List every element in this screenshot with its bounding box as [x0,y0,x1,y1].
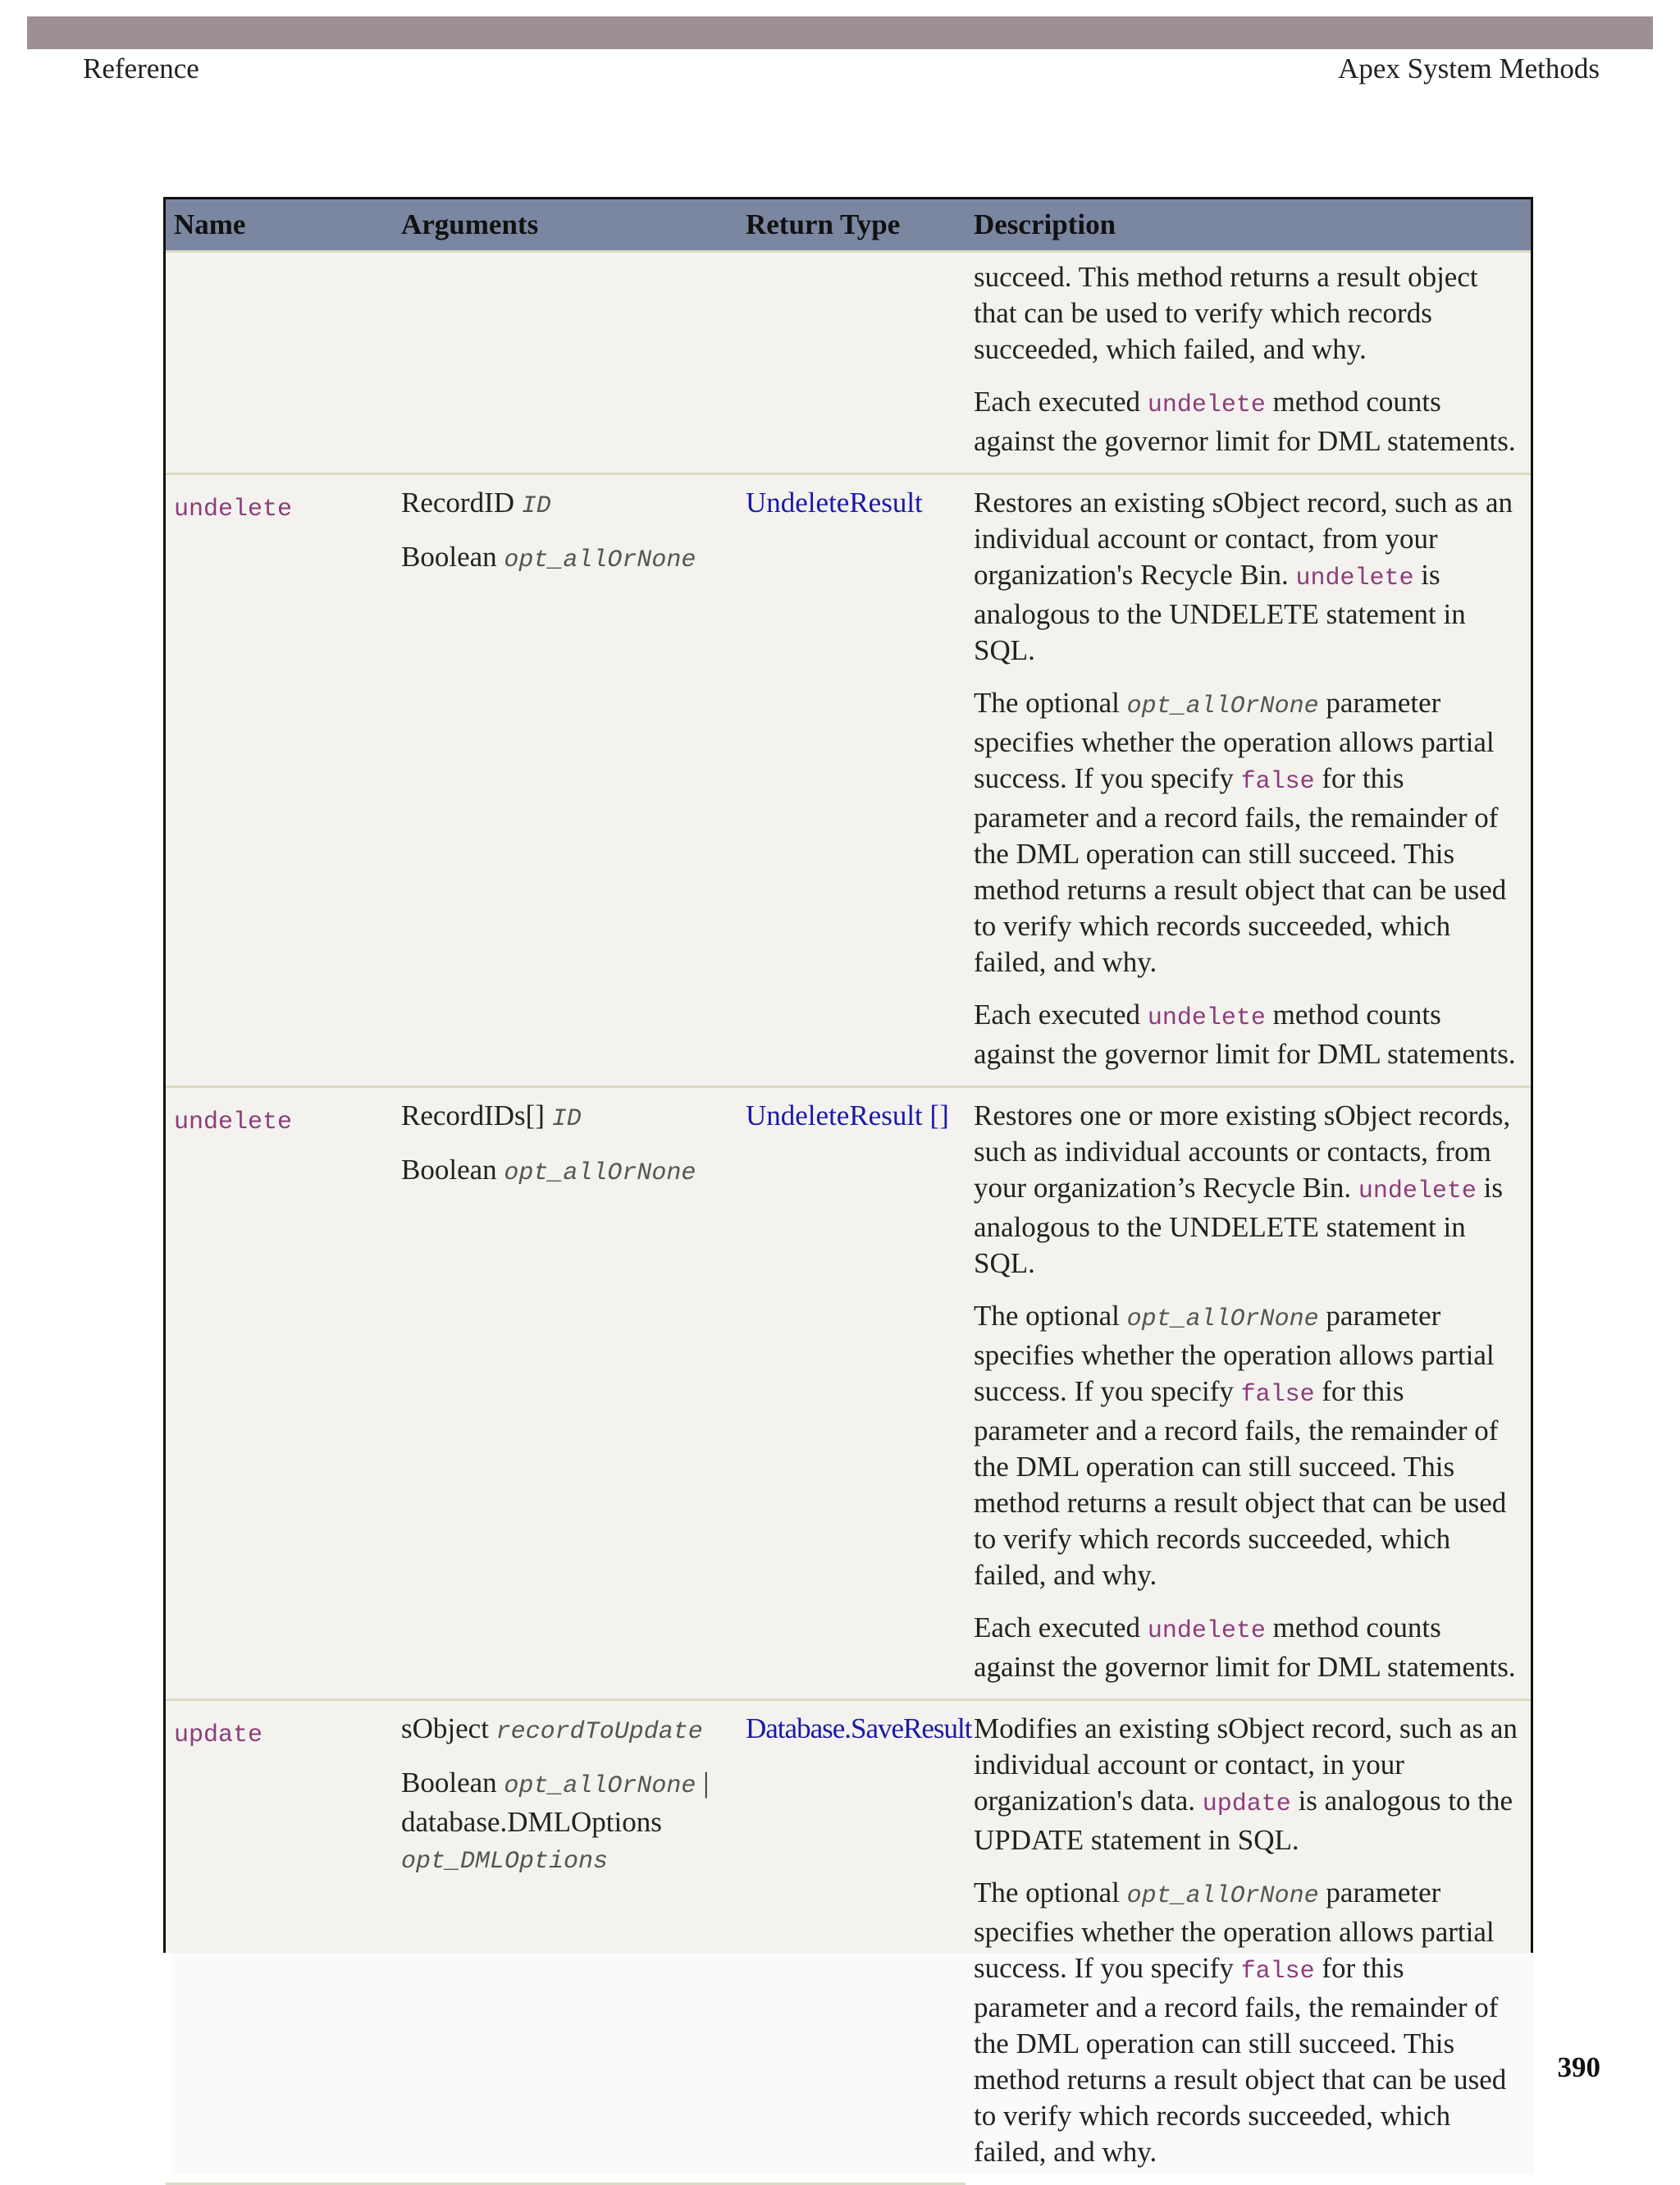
argument-param: opt_allOrNone [504,1159,696,1187]
inline-code: opt_allOrNone [1126,1305,1319,1333]
cell-description [966,474,1531,1087]
column-header-name: Name [166,199,393,252]
description-paragraph: The optional opt_allOrNone parameter specifies whether the operation allows partial success. If you specify false for this parameter and a record fails, the remainder of the DML operation can still succeed. This method returns a result object that can be used to verify which records succeeded, which failed, and why. [974,1300,1507,1591]
column-header-return-type: Return Type [737,199,966,252]
return-type-link[interactable]: UndeleteResult [746,487,923,519]
cell-args [393,474,737,1087]
inline-code: undelete [1147,391,1266,419]
cell-return [737,1087,966,1700]
argument-param: recordToUpdate [495,1718,703,1746]
inline-code: opt_allOrNone [1126,693,1319,720]
description-paragraph: Restores an existing sObject record, such as an individual account or contact, from your organization's Recycle Bin. undelete is analogous to the UNDELETE statement in SQL. [974,487,1513,666]
argument: Boolean opt_allOrNone | database.DMLOptions opt_DMLOptions [401,1767,710,1876]
cell-description [966,1700,1531,2184]
column-header-arguments: Arguments [393,199,737,252]
cell-name [166,1087,393,1700]
methods-table [166,199,1531,2185]
cell-name [166,474,393,1087]
inline-code: opt_allOrNone [1126,1882,1319,1910]
table-header-row [166,199,1531,252]
page-number: 390 [1557,2051,1600,2083]
method-name: update [174,1721,263,1749]
argument-param: ID [551,1105,582,1133]
description-paragraph: Each executed undelete method counts against the governor limit for DML statements. [974,999,1516,1070]
cell-name [166,1700,393,2184]
inline-code: update [1202,1790,1291,1818]
method-name: undelete [174,496,293,523]
cell-args [393,1087,737,1700]
table-row [166,1087,1531,1700]
argument-param: opt_DMLOptions [401,1848,609,1876]
description-paragraph: succeed. This method returns a result object that can be used to verify which records succeeded, which failed, and why. [974,261,1478,365]
cell-args [393,252,737,474]
methods-table-container [163,197,1533,2168]
argument: sObject recordToUpdate [401,1712,703,1746]
cell-return [737,1700,972,2184]
cell-description [966,1087,1531,1700]
cell-return [737,474,966,1087]
description-paragraph: Modifies an existing sObject record, such as an individual account or contact, in your organization's data. update is analogous to the UPDATE statement in SQL. [974,1712,1518,1856]
running-head-right: Apex System Methods [1338,53,1600,85]
description-paragraph: The optional opt_allOrNone parameter specifies whether the operation allows partial success. If you specify false for this parameter and a record fails, the remainder of the DML operation can still succeed. This method returns a result object that can be used to verify which records succeeded, which failed, and why. [974,687,1507,978]
running-head-left: Reference [83,53,199,85]
argument: Boolean opt_allOrNone [401,541,696,574]
argument-param: ID [521,492,551,520]
description-paragraph: Restores one or more existing sObject records, such as individual accounts or contacts, from your organization’s Recycle Bin. undelete is analogous to the UNDELETE statement in SQL. [974,1099,1511,1279]
inline-code: undelete [1358,1177,1477,1205]
inline-code: false [1240,1381,1315,1409]
table-row-continuation [166,252,1531,474]
inline-code: undelete [1147,1617,1266,1645]
description-paragraph: Each executed undelete method counts against the governor limit for DML statements. [974,386,1516,457]
argument: RecordID ID [401,487,551,520]
inline-code: undelete [1147,1004,1266,1032]
table-row [166,1700,1531,2184]
table-row [166,474,1531,1087]
cell-args [393,1700,737,2184]
header-bar [27,16,1653,49]
description-paragraph: Each executed undelete method counts against the governor limit for DML statements. [974,1611,1516,1683]
return-type-link[interactable]: UndeleteResult [] [746,1099,949,1131]
argument: RecordIDs[] ID [401,1099,582,1133]
cell-return [737,252,966,474]
column-header-description: Description [966,199,1531,252]
cell-description [966,252,1531,474]
argument: Boolean opt_allOrNone [401,1154,696,1187]
cell-name [166,252,393,474]
inline-code: false [1240,1958,1315,1986]
argument-param: opt_allOrNone [504,1772,696,1800]
inline-code: false [1240,768,1315,796]
return-type-link[interactable]: Database.SaveResult [746,1712,972,1744]
description-paragraph: The optional opt_allOrNone parameter specifies whether the operation allows partial success. If you specify false for this parameter and a record fails, the remainder of the DML operation can still succeed. This method returns a result object that can be used to verify which records succeeded, which failed, and why. [974,1876,1507,2168]
argument-param: opt_allOrNone [504,546,696,574]
method-name: undelete [174,1108,293,1136]
inline-code: undelete [1295,565,1414,592]
